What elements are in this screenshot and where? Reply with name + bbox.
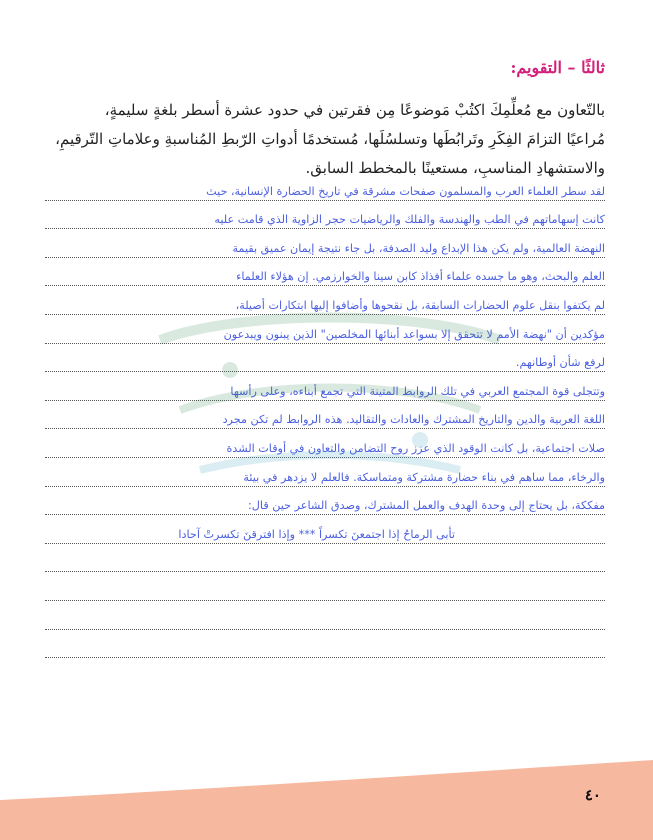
handwritten-answer-text: مؤكدين أن "نهضة الأمم لا تتحقق إلا بسواعد أبنائها المخلصين" الذين يبنون ويبدعون	[223, 327, 605, 341]
answer-line[interactable]	[45, 429, 605, 458]
handwritten-answer-text: وتتجلى قوة المجتمع العربي في تلك الروابط المتينة التي تجمع أبناءه، وعلى رأسها	[230, 384, 605, 398]
answer-line[interactable]	[45, 229, 605, 258]
answer-line[interactable]	[45, 458, 605, 487]
answer-lines-area[interactable]	[45, 172, 605, 658]
answer-line[interactable]	[45, 201, 605, 230]
handwritten-answer-text: النهضة العالمية، ولم يكن هذا الإبداع وليد الصدفة، بل جاء نتيجة إيمان عميق بقيمة	[232, 241, 605, 255]
handwritten-answer-text: لم يكتفوا بنقل علوم الحضارات السابقة، بل نقحوها وأضافوا إليها ابتكارات أصيلة،	[235, 298, 605, 312]
answer-line[interactable]	[45, 258, 605, 287]
section-title: ثالثًا – التقويم:	[510, 58, 605, 77]
handwritten-answer-text: صلات اجتماعية، بل كانت الوقود الذي عزز روح التضامن والتعاون في أوقات الشدة	[226, 441, 605, 455]
answer-line[interactable]	[45, 630, 605, 659]
instructions-paragraph	[45, 96, 605, 183]
instructions-line: بالتّعاون مع مُعلِّمِكَ اكتُبْ مَوضوعًا مِن فقرتين في حدود عشرة أسطر بلغةٍ سليمةٍ،	[104, 101, 605, 119]
answer-line[interactable]	[45, 372, 605, 401]
handwritten-answer-text: تأبى الرماحُ إذا اجتمعنَ تكسراً *** وإذا افترقنَ تكسرتْ آحادا	[178, 527, 455, 541]
answer-line[interactable]	[45, 286, 605, 315]
answer-line[interactable]	[45, 487, 605, 516]
answer-line[interactable]	[45, 401, 605, 430]
handwritten-answer-text: لقد سطر العلماء العرب والمسلمون صفحات مشرقة في تاريخ الحضارة الإنسانية، حيث	[206, 184, 605, 198]
answer-line[interactable]	[45, 544, 605, 573]
answer-line[interactable]	[45, 344, 605, 373]
answer-line[interactable]	[45, 515, 605, 544]
answer-line[interactable]	[45, 172, 605, 201]
handwritten-answer-text: والرخاء، مما ساهم في بناء حضارة مشتركة ومتماسكة. فالعلم لا يزدهر في بيئة	[243, 470, 605, 484]
handwritten-answer-text: لرفع شأن أوطانهم.	[515, 356, 605, 370]
answer-line[interactable]	[45, 572, 605, 601]
handwritten-answer-text: كانت إسهاماتهم في الطب والهندسة والفلك والرياضيات حجر الزاوية الذي قامت عليه	[214, 213, 605, 227]
handwritten-answer-text: العلم والبحث، وهو ما جسده علماء أفذاذ كابن سينا والخوارزمي. إن هؤلاء العلماء	[236, 270, 605, 284]
answer-line[interactable]	[45, 315, 605, 344]
handwritten-answer-text: اللغة العربية والدين والتاريخ المشترك والعادات والتقاليد. هذه الروابط لم تكن مجرد	[222, 413, 605, 427]
instructions-line: مُراعيًا التزامَ الفِكَرِ وتَرابُطَها وتسلسُلَها، مُستخدمًا أدواتِ الرّبطِ المُناسبةِ وعلاماتِ التّرقيمِ،	[55, 130, 605, 148]
answer-line[interactable]	[45, 601, 605, 630]
page-number: ٤٠	[584, 786, 601, 804]
handwritten-answer-text: مفككة، بل يحتاج إلى وحدة الهدف والعمل المشترك، وصدق الشاعر حين قال:	[248, 499, 605, 513]
instructions-line: والاستشهادِ المناسبِ، مستعينًا بالمخطط السابق.	[305, 159, 605, 177]
decorative-corner-shape	[0, 760, 653, 840]
